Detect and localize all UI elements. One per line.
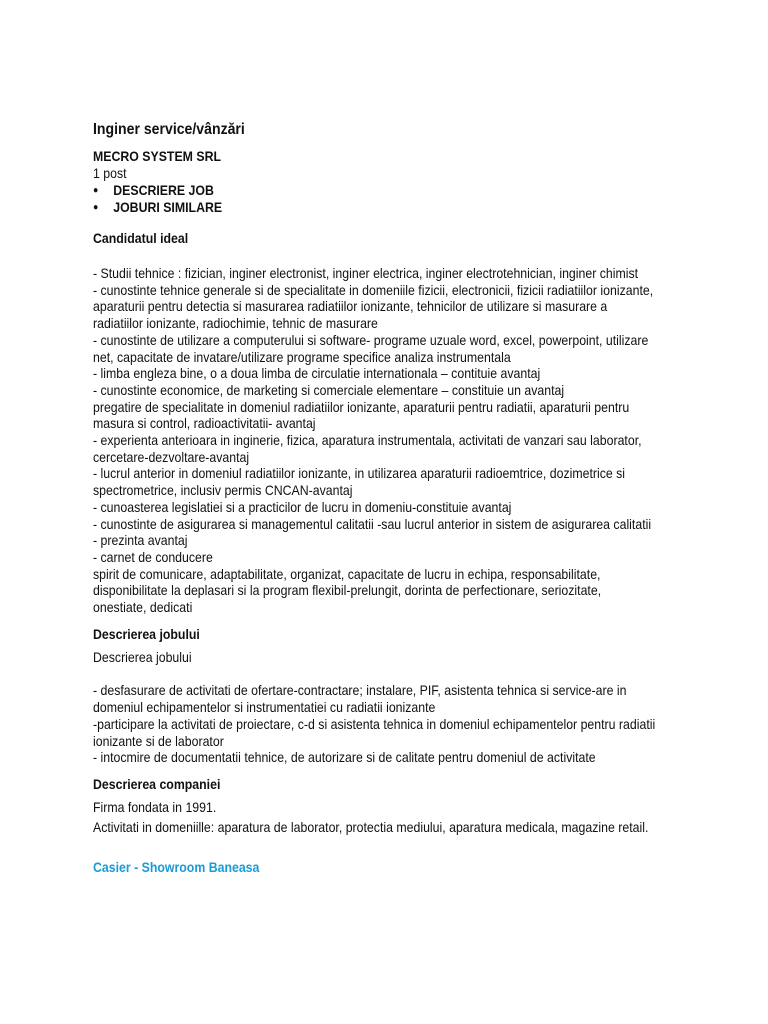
bullet-icon: ● bbox=[93, 202, 99, 213]
text-line: spectrometrice, inclusiv permis CNCAN-avantaj bbox=[93, 482, 353, 499]
text-line: - Studii tehnice : fizician, inginer electronist, inginer electrica, inginer electrotehnician, inginer chimist bbox=[93, 265, 639, 281]
posts-count: 1 post bbox=[93, 165, 127, 181]
text-line: - experienta anterioara in inginerie, fizica, aparatura instrumentala, activitati de vanzari sau laborator, bbox=[93, 432, 642, 449]
company-description-line: Firma fondata in 1991. bbox=[93, 798, 217, 815]
ideal-candidate-heading: Candidatul ideal bbox=[93, 230, 189, 246]
text-line: onestiate, dedicati bbox=[93, 599, 193, 616]
job-description-heading: Descrierea jobului bbox=[93, 625, 200, 642]
job-title: Inginer service/vânzări bbox=[93, 121, 245, 138]
ideal-candidate-text bbox=[93, 265, 693, 616]
text-line: net, capacitate de invatare/utilizare programe specifice analiza instrumentala bbox=[93, 348, 511, 365]
bullet-icon: ● bbox=[93, 185, 99, 196]
company-name[interactable]: MECRO SYSTEM SRL bbox=[93, 148, 222, 164]
text-line: - cunostinte tehnice generale si de specialitate in domeniile fizicii, electronicii, fizicii radiatiilor ionizante, bbox=[93, 281, 654, 298]
next-job-link[interactable]: Casier - Showroom Baneasa bbox=[93, 859, 260, 876]
text-line: - cunostinte economice, de marketing si comerciale elementare – constituie un avantaj bbox=[93, 381, 565, 398]
company-description-line: Activitati in domeniille: aparatura de laborator, protectia mediului, aparatura medicala, magazine retail. bbox=[93, 818, 649, 835]
text-line: - limba engleza bine, o a doua limba de circulatie internationala – contituie avantaj bbox=[93, 365, 541, 382]
text-line: masura si control, radioactivitatii- avantaj bbox=[93, 415, 316, 432]
text-line: pregatire de specialitate in domeniul radiatiilor ionizante, aparaturii pentru radiatii, aparaturii pentru bbox=[93, 398, 630, 415]
text-line: - cunostinte de utilizare a computerului si software- programe uzuale word, excel, powerpoint, utilizare bbox=[93, 331, 649, 348]
text-line: radiatiilor ionizante, radiochimie, tehnic de masurare bbox=[93, 315, 378, 332]
job-description-text bbox=[93, 682, 693, 766]
text-line: - carnet de conducere bbox=[93, 548, 213, 565]
text-line: aparaturii pentru detectia si masurarea radiatiilor ionizante, tehnicilor de utilizare si masurare a bbox=[93, 298, 608, 315]
tab-label: DESCRIERE JOB bbox=[113, 182, 214, 198]
text-line: - intocmire de documentatii tehnice, de autorizare si de calitate pentru domeniul de activitate bbox=[93, 749, 596, 766]
text-line: ionizante si de laborator bbox=[93, 732, 224, 749]
tab-joburi-similare[interactable] bbox=[93, 199, 693, 216]
tab-label: JOBURI SIMILARE bbox=[113, 199, 223, 215]
text-line: - lucrul anterior in domeniul radiatiilor ionizante, in utilizarea aparaturii radioemtrice, dozimetrice si bbox=[93, 465, 626, 482]
text-line: - desfasurare de activitati de ofertare-contractare; instalare, PIF, asistenta tehnica si service-are in bbox=[93, 682, 627, 699]
text-line: - prezinta avantaj bbox=[93, 532, 188, 549]
text-line: - cunoasterea legislatiei si a practicilor de lucru in domeniu-constituie avantaj bbox=[93, 498, 512, 515]
job-description-subheading: Descrierea jobului bbox=[93, 648, 192, 665]
job-tabs bbox=[93, 182, 693, 216]
job-posting bbox=[93, 118, 693, 876]
text-line: spirit de comunicare, adaptabilitate, organizat, capacitate de lucru in echipa, responsabilitate, bbox=[93, 565, 601, 582]
text-line: domeniul echipamentelor si instrumentatiei cu radiatii ionizante bbox=[93, 699, 436, 716]
text-line: - cunostinte de asigurarea si managementul calitatii -sau lucrul anterior in sistem de asigurarea calitatii bbox=[93, 515, 652, 532]
text-line: cercetare-dezvoltare-avantaj bbox=[93, 448, 250, 465]
company-description-heading: Descrierea companiei bbox=[93, 775, 221, 792]
text-line: disponibilitate la deplasari si la program flexibil-prelungit, dorinta de perfectionare, seriozitate, bbox=[93, 582, 602, 599]
tab-descriere-job[interactable] bbox=[93, 182, 693, 199]
text-line: -participare la activitati de proiectare, c-d si asistenta tehnica in domeniul echipamentelor pentru radiatii bbox=[93, 715, 656, 732]
